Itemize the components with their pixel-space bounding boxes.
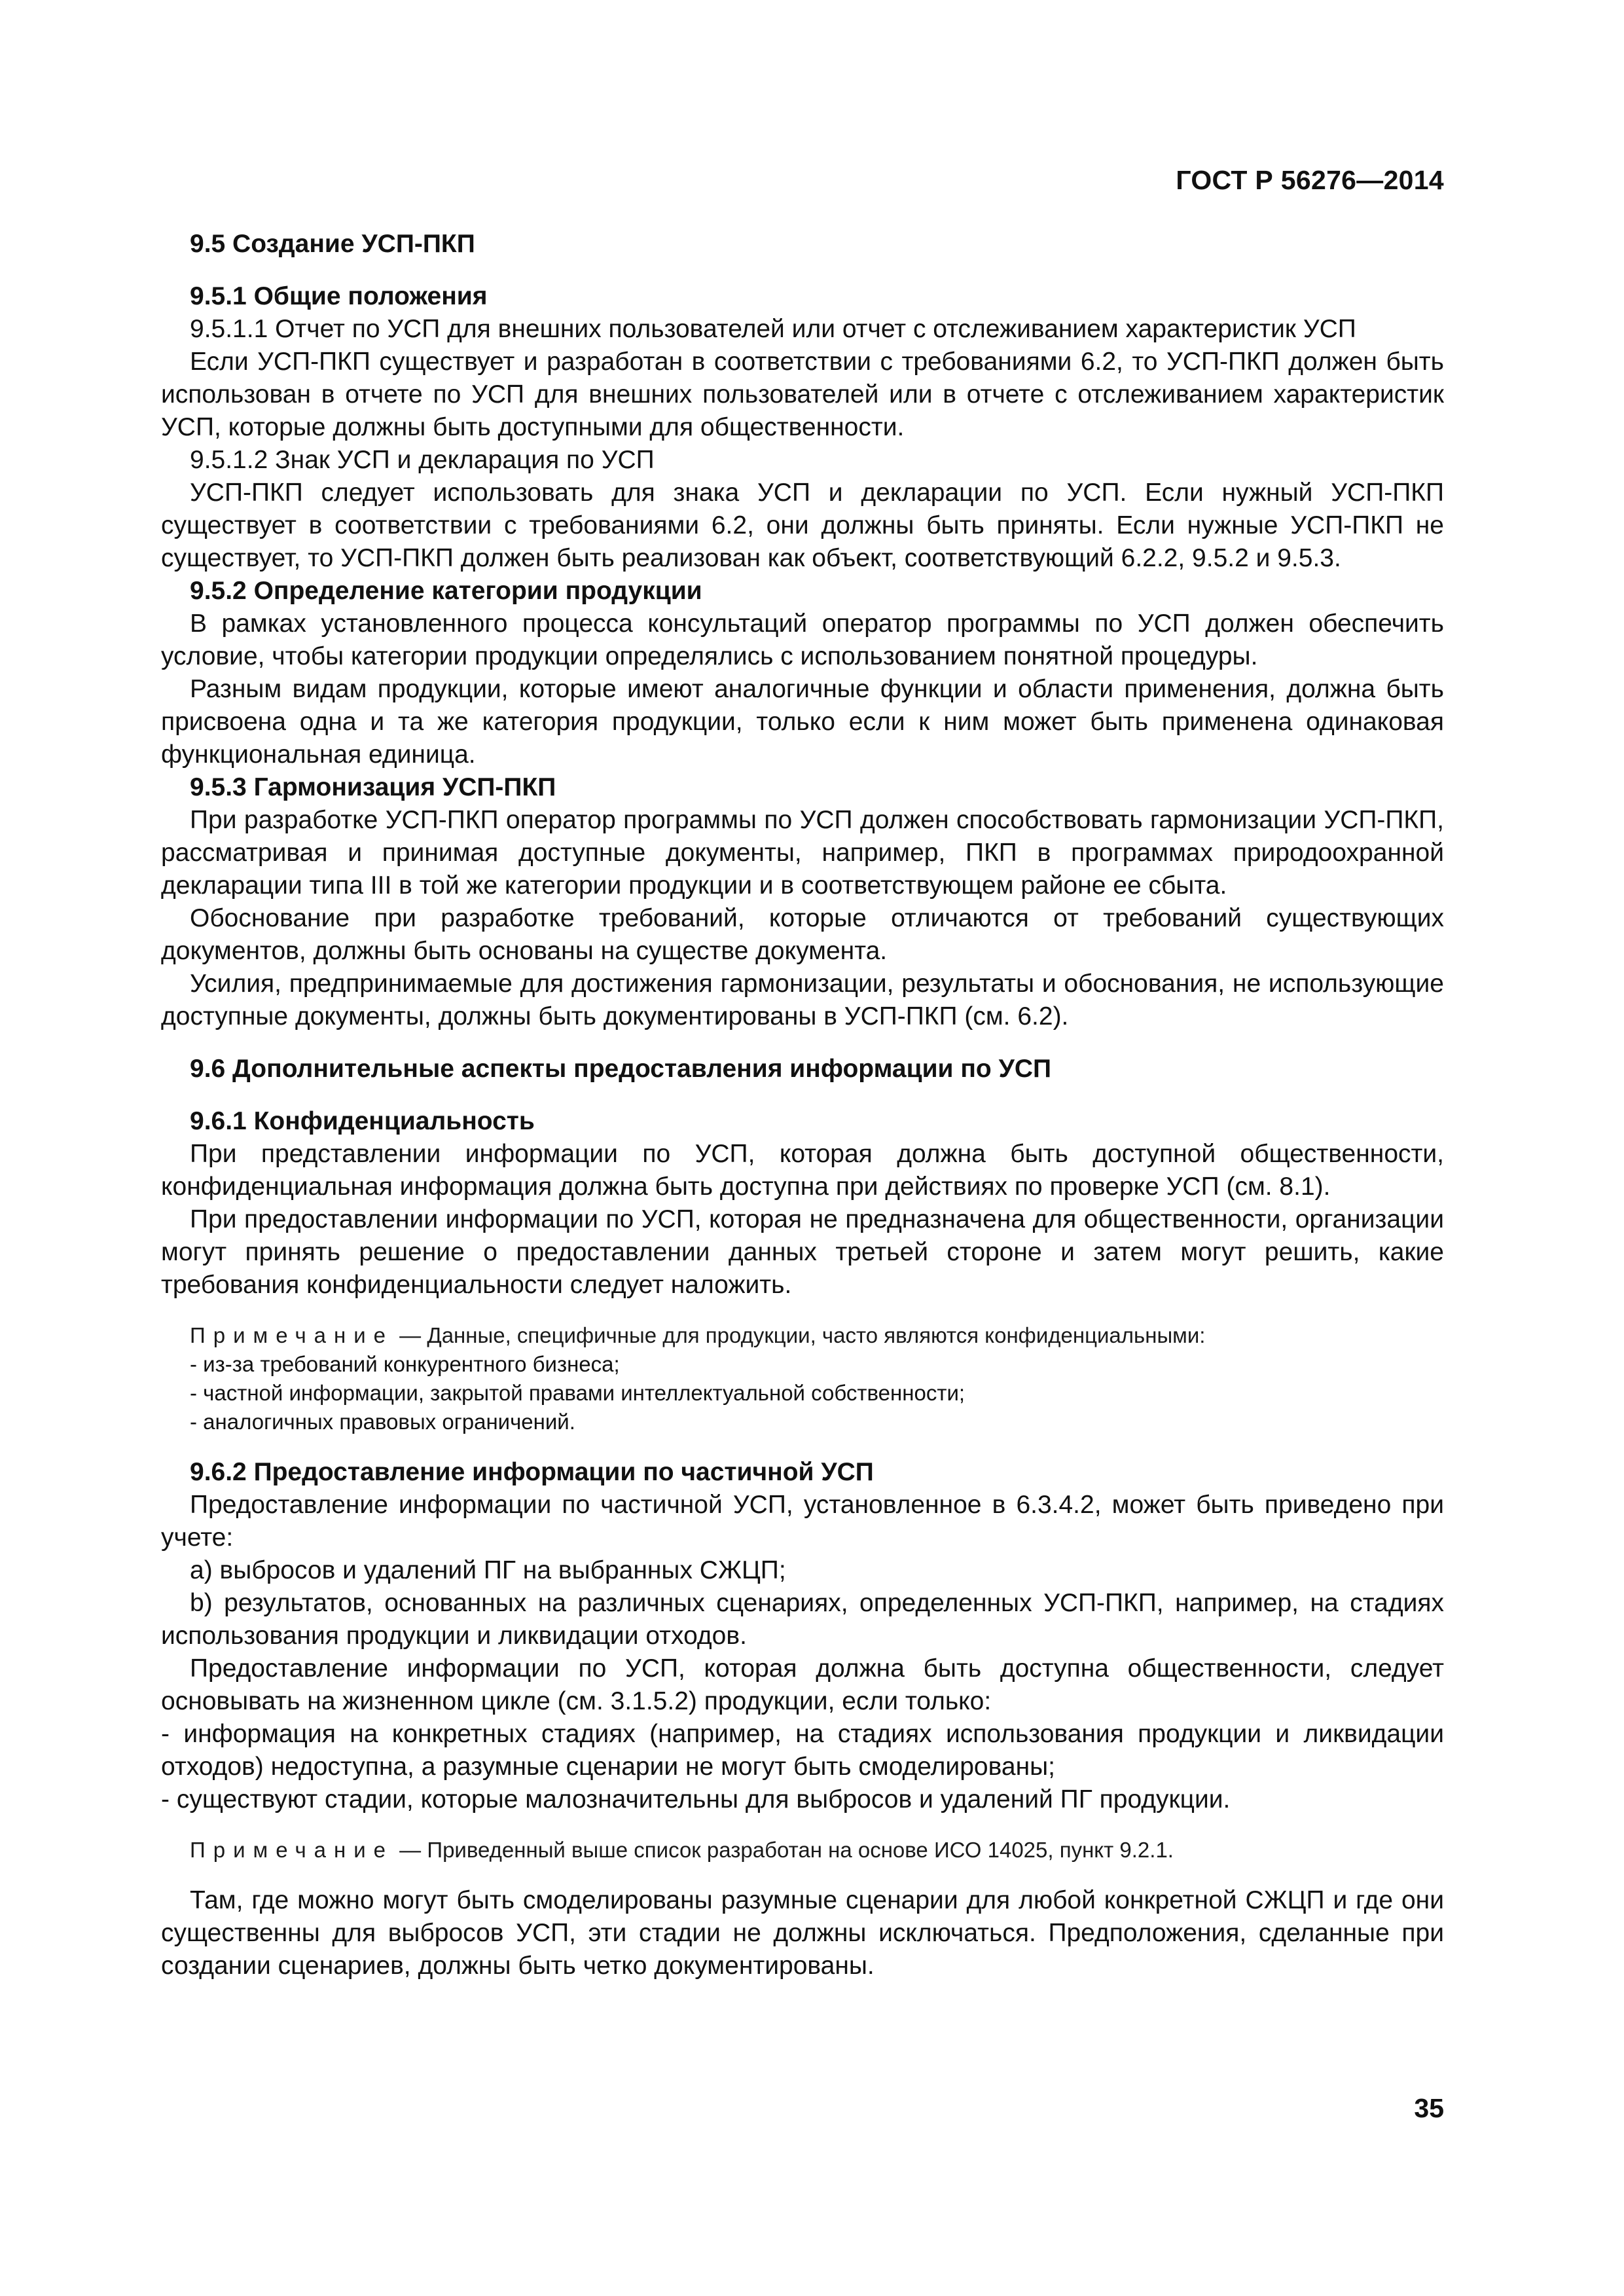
paragraph: Обоснование при разработке требований, которые отличаются от требований существующих документов, должны быть основаны на существе документа. [161, 904, 1444, 965]
clause-title-9-5-1-1: 9.5.1.1 Отчет по УСП для внешних пользователей или отчет с отслеживанием характеристик УСП [190, 315, 1356, 343]
paragraph: При разработке УСП-ПКП оператор программы по УСП должен способствовать гармонизации УСП-ПКП, рассматривая и принимая доступные документы, например, ПКП в программах природоохранной декларации типа III в той же категории продукции и в соответствующем районе ее сбыта. [161, 806, 1444, 900]
paragraph: При предоставлении информации по УСП, которая не предназначена для общественности, организации могут принять решение о предоставлении данных третьей стороне и затем могут решить, какие требования конфиденциальности следует наложить. [161, 1205, 1444, 1299]
subsection-heading-9-5-1: 9.5.1 Общие положения [190, 282, 488, 310]
paragraph: В рамках установленного процесса консультаций оператор программы по УСП должен обеспечить условие, чтобы категории продукции определялись с использованием понятной процедуры. [161, 610, 1444, 670]
subsection-heading-9-6-1: 9.6.1 Конфиденциальность [190, 1107, 535, 1135]
paragraph: При представлении информации по УСП, которая должна быть доступной общественности, конфиденциальная информация должна быть доступна при действиях по проверке УСП (см. 8.1). [161, 1140, 1444, 1201]
paragraph: Разным видам продукции, которые имеют аналогичные функции и области применения, должна быть присвоена одна и та же категория продукции, только если к ним может быть применена одинаковая функциональная единица. [161, 675, 1444, 769]
note-text: — Данные, специфичные для продукции, часто являются конфиденциальными: [393, 1323, 1206, 1347]
note-text: — Приведенный выше список разработан на основе ИСО 14025, пункт 9.2.1. [393, 1838, 1174, 1862]
note-label: Примечание [190, 1323, 394, 1347]
paragraph: Если УСП-ПКП существует и разработан в соответствии с требованиями 6.2, то УСП-ПКП должен быть использован в отчете по УСП для внешних пользователей или в отчете с отслеживанием характеристик УСП, которые должны быть доступными для общественности. [161, 348, 1444, 441]
note-list-item: - аналогичных правовых ограничений. [190, 1410, 575, 1434]
dash-list-item: - существуют стадии, которые малозначительны для выбросов и удалений ПГ продукции. [161, 1785, 1231, 1813]
section-heading-9-5: 9.5 Создание УСП-ПКП [190, 230, 475, 258]
paragraph: Усилия, предпринимаемые для достижения гармонизации, результаты и обоснования, не использующие доступные документы, должны быть документированы в УСП-ПКП (см. 6.2). [161, 970, 1444, 1030]
list-item-b: b) результатов, основанных на различных сценариях, определенных УСП-ПКП, например, на стадиях использования продукции и ликвидации отходов. [161, 1589, 1444, 1650]
standard-code: ГОСТ Р 56276—2014 [1176, 165, 1444, 195]
subsection-heading-9-5-3: 9.5.3 Гармонизация УСП-ПКП [190, 773, 556, 801]
subsection-heading-9-6-2: 9.6.2 Предоставление информации по частичной УСП [190, 1458, 874, 1486]
page-number: 35 [1414, 2093, 1444, 2123]
note [161, 1836, 1444, 1865]
note-label: Примечание [190, 1838, 394, 1862]
subsection-heading-9-5-2: 9.5.2 Определение категории продукции [190, 577, 702, 605]
clause-title-9-5-1-2: 9.5.1.2 Знак УСП и декларация по УСП [190, 446, 655, 474]
paragraph: Предоставление информации по УСП, которая должна быть доступна общественности, следует основывать на жизненном цикле (см. 3.1.5.2) продукции, если только: [161, 1654, 1444, 1715]
paragraph: УСП-ПКП следует использовать для знака УСП и декларации по УСП. Если нужный УСП-ПКП существует в соответствии с требованиями 6.2, они должны быть приняты. Если нужные УСП-ПКП не существует, то УСП-ПКП должен быть реализован как объект, соответствующий 6.2.2, 9.5.2 и 9.5.3. [161, 479, 1444, 572]
paragraph: Там, где можно могут быть смоделированы разумные сценарии для любой конкретной СЖЦП и где они существенны для выбросов УСП, эти стадии не должны исключаться. Предположения, сделанные при создании сценариев, должны быть четко документированы. [161, 1886, 1444, 1980]
note [161, 1321, 1444, 1350]
note-list-item: - частной информации, закрытой правами интеллектуальной собственности; [190, 1381, 965, 1405]
dash-list-item: - информация на конкретных стадиях (например, на стадиях использования продукции и ликвидации отходов) недоступна, а разумные сценарии не могут быть смоделированы; [161, 1720, 1444, 1781]
page-body [161, 228, 1444, 1982]
note-list-item: - из-за требований конкурентного бизнеса; [190, 1352, 620, 1376]
list-item-a: a) выбросов и удалений ПГ на выбранных СЖЦП; [190, 1556, 786, 1584]
paragraph: Предоставление информации по частичной УСП, установленное в 6.3.4.2, может быть приведено при учете: [161, 1491, 1444, 1552]
section-heading-9-6: 9.6 Дополнительные аспекты предоставления информации по УСП [190, 1055, 1052, 1083]
